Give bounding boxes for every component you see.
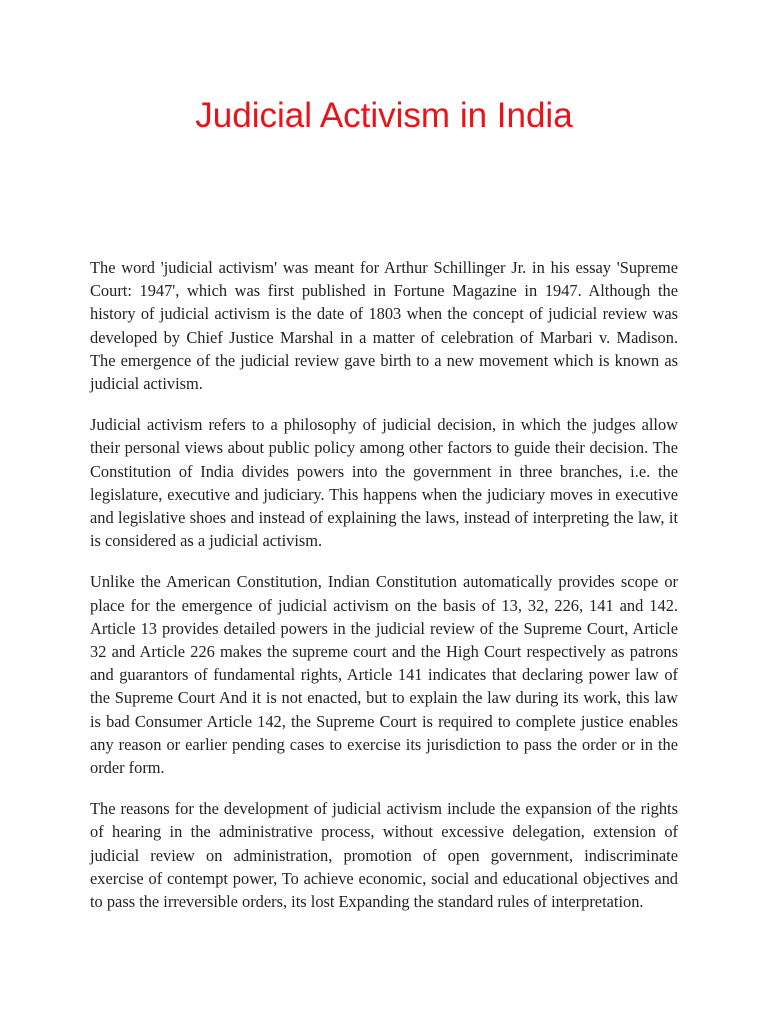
- page-title: Judicial Activism in India: [195, 96, 573, 135]
- document-body: [90, 256, 678, 931]
- paragraph-2: Judicial activism refers to a philosophy of judicial decision, in which the judges allow their personal views about public policy among other factors to guide their decision. The Constitution of India divides powers into the government in three branches, i.e. the legislature, executive and judiciary. This happens when the judiciary moves in executive and legislative shoes and instead of explaining the laws, instead of interpreting the law, it is considered as a judicial activism.: [90, 415, 678, 551]
- paragraph-1: The word 'judicial activism' was meant for Arthur Schillinger Jr. in his essay 'Supreme Court: 1947', which was first published in Fortune Magazine in 1947. Although the history of judicial activism is the date of 1803 when the concept of judicial review was developed by Chief Justice Marshal in a matter of celebration of Marbari v. Madison. The emergence of the judicial review gave birth to a new movement which is known as judicial activism.: [90, 258, 678, 394]
- paragraph-3: Unlike the American Constitution, Indian Constitution automatically provides scope or place for the emergence of judicial activism on the basis of 13, 32, 226, 141 and 142. Article 13 provides detailed powers in the judicial review of the Supreme Court, Article 32 and Article 226 makes the supreme court and the High Court respectively as patrons and guarantors of fundamental rights, Article 141 indicates that declaring power law of the Supreme Court And it is not enacted, but to explain the law during its work, this law is bad Consumer Article 142, the Supreme Court is required to complete justice enables any reason or earlier pending cases to exercise its jurisdiction to pass the order or in the order form.: [90, 572, 678, 778]
- paragraph-4: The reasons for the development of judicial activism include the expansion of the rights of hearing in the administrative process, without excessive delegation, extension of judicial review on administration, promotion of open government, indiscriminate exercise of contempt power, To achieve economic, social and educational objectives and to pass the irreversible orders, its lost Expanding the standard rules of interpretation.: [90, 799, 678, 912]
